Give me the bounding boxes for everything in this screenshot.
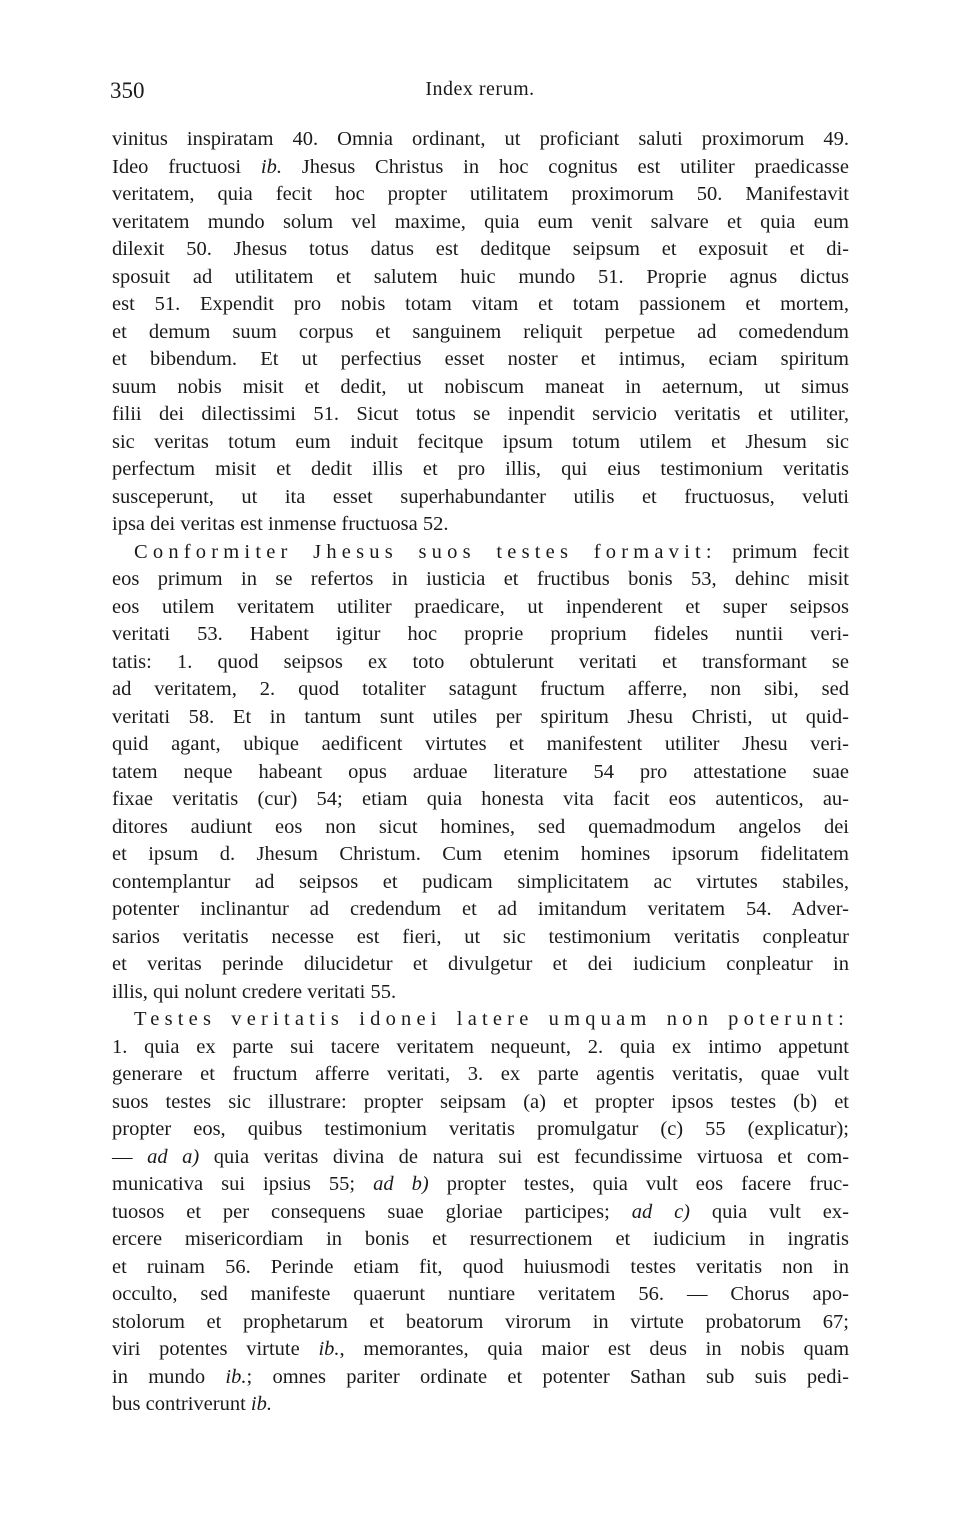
text-line: vinitus inspiratam 40. Omnia ordinant, ut proficiant saluti proximorum 49.	[112, 128, 849, 150]
text-line: veritati 58. Et in tantum sunt utiles per spiritum Jhesu Christi, ut quid-	[112, 705, 849, 728]
text-line: et bibendum. Et ut perfectius esset noster et intimus, eciam spiritum	[112, 348, 849, 370]
page-header	[0, 78, 960, 110]
text-line: veritatem, quia fecit hoc propter utilitatem proximorum 50. Manifestavit	[112, 183, 849, 205]
text-line: veritati 53. Habent igitur hoc proprie proprium fideles nuntii veri-	[112, 623, 849, 645]
text-line: — ad a) quia veritas divina de natura sui est fecundissime virtuosa et com-	[112, 1145, 850, 1168]
text-line: dilexit 50. Jhesus totus datus est deditque seipsum et exposuit et di-	[112, 238, 849, 260]
text-line: sposuit ad utilitatem et salutem huic mundo 51. Proprie agnus dictus	[112, 265, 849, 288]
page-number: 350	[110, 78, 145, 103]
text-line: suos testes sic illustrare: propter seipsam (a) et propter ipsos testes (b) et	[112, 1090, 849, 1113]
text-line: occulto, sed manifeste quaerunt nuntiare veritatem 56. — Chorus apo-	[112, 1283, 849, 1305]
text-line: sic veritas totum eum induit fecitque ipsum totum utilem et Jhesum sic	[112, 430, 849, 453]
text-line: ercere misericordiam in bonis et resurrectionem et iudicium in ingratis	[112, 1228, 849, 1250]
text-line: sarios veritatis necesse est fieri, ut sic testimonium veritatis conpleatur	[112, 925, 849, 948]
text-line: in mundo ib.; omnes pariter ordinate et potenter Sathan sub suis pedi-	[112, 1365, 849, 1388]
italic-reference: ad a)	[147, 1145, 200, 1168]
text-line: Conformiter Jhesus suos testes formavit: primum fecit	[134, 540, 849, 563]
text-line: fixae veritatis (cur) 54; etiam quia honesta vita facit eos autenticos, au-	[112, 788, 849, 810]
text-line: perfectum misit et dedit illis et pro illis, qui eius testimonium veritatis	[112, 458, 849, 480]
text-line: potenter inclinantur ad credendum et ad imitandum veritatem 54. Adver-	[112, 898, 849, 920]
text-line: et ruinam 56. Perinde etiam fit, quod huiusmodi testes veritatis non in	[112, 1255, 849, 1278]
text-line: viri potentes virtute ib., memorantes, quia maior est deus in nobis quam	[112, 1338, 850, 1360]
text-line: ipsa dei veritas est inmense fructuosa 52.	[112, 513, 449, 535]
text-line: veritatem mundo solum vel maxime, quia eum venit salvare et quia eum	[112, 210, 849, 233]
text-line: bus contriverunt ib.	[112, 1393, 272, 1415]
text-line: contemplantur ad seipsos et pudicam simplicitatem ac virtutes stabiles,	[112, 870, 849, 893]
text-line: filii dei dilectissimi 51. Sicut totus se inpendit servicio veritatis et utiliter,	[112, 403, 849, 425]
text-line: eos primum in se refertos in iusticia et fructibus bonis 53, dehinc misit	[112, 568, 849, 590]
italic-reference: ib.	[225, 1365, 247, 1388]
text-line: suum nobis misit et dedit, ut nobiscum maneat in aeternum, ut simus	[112, 375, 849, 398]
italic-reference: ib.	[260, 155, 282, 178]
italic-reference: ad b)	[373, 1173, 429, 1195]
text-line: illis, qui nolunt credere veritati 55.	[112, 980, 397, 1003]
text-line: susceperunt, ut ita esset superhabundanter utilis et fructuosus, veluti	[112, 485, 849, 508]
text-line: stolorum et prophetarum et beatorum virorum in virtute probatorum 67;	[112, 1310, 849, 1333]
text-line: et veritas perinde dilucidetur et divulgetur et dei iudicium conpleatur in	[112, 953, 849, 975]
text-line: est 51. Expendit pro nobis totam vitam et totam passionem et mortem,	[112, 293, 849, 315]
text-line: propter eos, quibus testimonium veritatis promulgatur (c) 55 (explicatur);	[112, 1118, 849, 1140]
text-line	[112, 1006, 849, 1034]
spaced-lead-words: Testes veritatis idonei latere umquam non poterunt:	[134, 1008, 849, 1030]
italic-reference: ib.	[250, 1393, 272, 1415]
running-head: Index rerum.	[425, 78, 535, 100]
text-line: tuosos et per consequens suae gloriae participes; ad c) quia vult ex-	[112, 1200, 849, 1223]
text-line: ad veritatem, 2. quod totaliter satagunt fructum afferre, non sibi, sed	[112, 678, 849, 700]
text-line: ditores audiunt eos non sicut homines, sed quemadmodum angelos dei	[112, 815, 849, 838]
italic-reference: ad c)	[631, 1200, 690, 1223]
index-body-text	[112, 126, 849, 1419]
spaced-lead-words: Conformiter Jhesus suos testes formavit:	[134, 540, 717, 563]
text-line: generare et fructum afferre veritati, 3. ex parte agentis veritatis, quae vult	[112, 1063, 849, 1085]
text-line: municativa sui ipsius 55; ad b) propter testes, quia vult eos facere fruc-	[112, 1173, 850, 1195]
text-line: tatis: 1. quod seipsos ex toto obtulerunt veritati et transformant se	[112, 650, 849, 673]
text-line: et demum suum corpus et sanguinem reliquit perpetue ad comedendum	[112, 320, 849, 343]
text-line: eos utilem veritatem utiliter praedicare, ut inpenderent et super seipsos	[112, 595, 849, 618]
text-line: tatem neque habeant opus arduae literature 54 pro attestatione suae	[112, 760, 849, 783]
text-line: quid agant, ubique aedificent virtutes et manifestent utiliter Jhesu veri-	[112, 733, 849, 755]
text-line: 1. quia ex parte sui tacere veritatem nequeunt, 2. quia ex intimo appetunt	[112, 1035, 849, 1058]
italic-reference: ib.	[318, 1338, 340, 1360]
text-line: Ideo fructuosi ib. Jhesus Christus in hoc cognitus est utiliter praedicasse	[112, 155, 850, 178]
text-line: et ipsum d. Jhesum Christum. Cum etenim homines ipsorum fidelitatem	[112, 843, 849, 865]
